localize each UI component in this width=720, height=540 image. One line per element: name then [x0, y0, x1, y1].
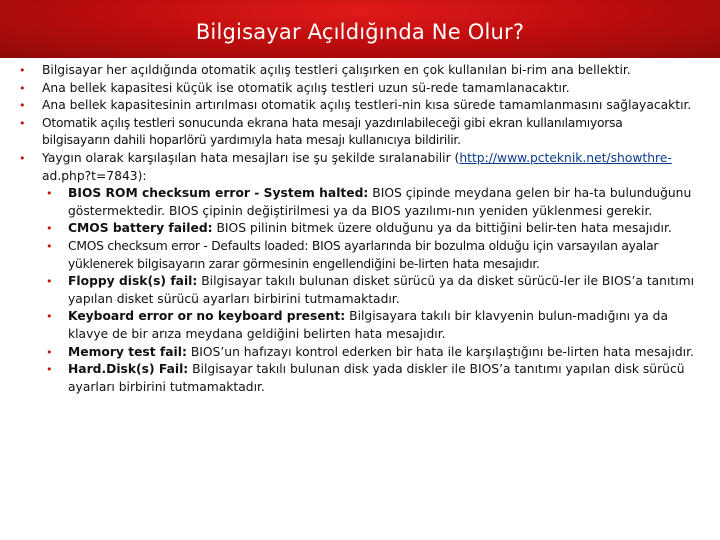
error-desc: BIOS pilinin bitmek üzere olduğunu ya da bittiğini belir-ten hata mesajıdır.	[212, 221, 672, 236]
error-desc: Bilgisayar takılı bulunan disk yada diskler ile BIOS’a tanıtımı yapılan disk sürücü ayarları birbirini tutmamaktadır.	[68, 362, 685, 394]
bullet-icon: •	[46, 310, 53, 324]
errors-intro-text: Yaygın olarak karşılaşılan hata mesajları ise şu şekilde sıralanabilir (	[42, 150, 460, 165]
bullet-text: Bilgisayar her açıldığında otomatik açılış testleri çalışırken en çok kullanılan bi-rim ana bellektir.	[42, 63, 631, 77]
error-term: BIOS ROM checksum error - System halted:	[68, 186, 369, 201]
error-desc: BIOS çipinde meydana gelen bir ha-ta bulunduğunu göstermektedir. BIOS çipinin değiştirilmesi ya da BIOS yazılımı-nın yeniden yüklenmesi gerekir.	[68, 186, 692, 218]
error-desc: Bilgisayara takılı bir klavyenin bulun-madığını ya da klavye de bir arıza meydana geldiğini belirten hata mesajıdır.	[68, 309, 668, 341]
error-item	[0, 238, 720, 273]
bullet-item	[0, 62, 720, 80]
error-item	[0, 273, 720, 308]
bullet-text: Otomatik açılış testleri sonucunda ekrana hata mesajı yazdırılabileceği gibi ekran kullanılamıyorsa bilgisayarın dahili hoparlörü yardımıyla hata mesajı kullanıcıya bildirilir.	[42, 115, 623, 148]
error-item	[0, 185, 720, 220]
error-item	[0, 344, 720, 362]
error-desc: CMOS checksum error - Defaults loaded: BIOS ayarlarında bir bozulma olduğu için varsayılan ayalar yüklenerek bilgisayarın zarar görmesinin engellendiğini be-lirten hata mesajıdır.	[68, 238, 659, 271]
bullet-icon: •	[19, 81, 26, 95]
bullet-text: Ana bellek kapasitesinin artırılması otomatik açılış testleri-nin kısa sürede tamamlanmasını sağlayacaktır.	[42, 98, 692, 113]
bullet-item-errors-intro	[0, 150, 720, 185]
bullet-icon: •	[46, 275, 53, 289]
error-item	[0, 308, 720, 343]
bullet-icon: •	[19, 116, 26, 130]
slide-title: Bilgisayar Açıldığında Ne Olur?	[195, 20, 525, 44]
errors-intro-tail: ad.php?t=7843):	[42, 168, 147, 183]
bullet-text: Ana bellek kapasitesi küçük ise otomatik açılış testleri uzun sü-rede tamamlanacaktır.	[42, 80, 570, 95]
bullet-item	[0, 80, 720, 98]
bullet-icon: •	[19, 64, 26, 77]
error-desc: BIOS’un hafızayı kontrol ederken bir hata ile karşılaştığını be-lirten hata mesajıdır.	[186, 344, 694, 359]
error-term: Hard.Disk(s) Fail:	[68, 362, 189, 377]
bullet-icon: •	[19, 151, 26, 165]
error-item	[0, 220, 720, 238]
slide-content	[0, 62, 720, 532]
error-term: Floppy disk(s) fail:	[68, 274, 198, 289]
error-term: Memory test fail:	[68, 344, 187, 359]
bullet-icon: •	[46, 187, 53, 201]
source-link[interactable]: http://www.pcteknik.net/showthre-	[459, 150, 672, 165]
bullet-item	[0, 115, 720, 150]
error-term: Keyboard error or no keyboard present:	[68, 309, 346, 324]
error-term: CMOS battery failed:	[68, 221, 213, 236]
bullet-icon: •	[46, 239, 53, 253]
bullet-icon: •	[46, 345, 53, 359]
bullet-icon: •	[46, 363, 53, 377]
error-desc: Bilgisayar takılı bulunan disket sürücü ya da disket sürücü-ler ile BIOS’a tanıtımı yapılan disket sürücü ayarları birbirini tutmamaktadır.	[68, 274, 695, 306]
bullet-icon: •	[46, 222, 53, 236]
bullet-item	[0, 97, 720, 115]
bullet-icon: •	[19, 99, 26, 113]
error-item	[0, 361, 720, 396]
